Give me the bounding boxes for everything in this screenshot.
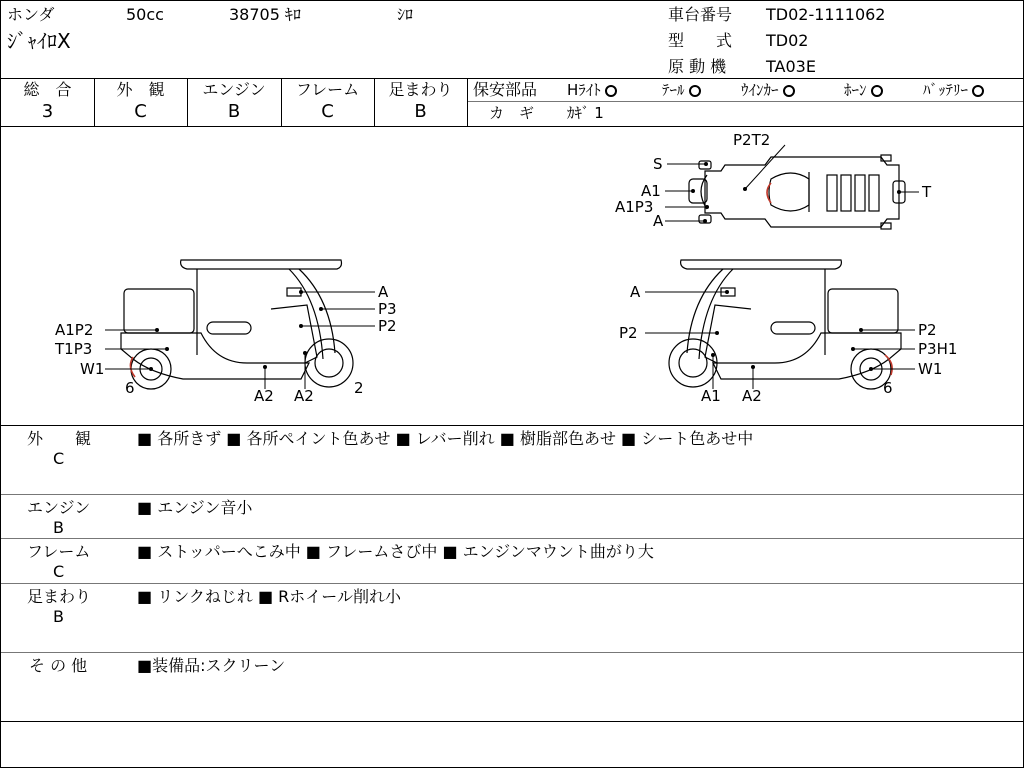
label-top: T [922,183,932,201]
left-side-scooter [121,260,353,389]
remark-text-engine: ■ エンジン音小 [137,498,253,517]
label-right: P2 [918,321,937,339]
displacement: 50cc [126,5,164,24]
remark-label-suspension: 足まわり [27,587,92,606]
label-left: P2 [378,317,397,335]
label-top: A1P3 [615,198,654,216]
label-left: P3 [378,300,397,318]
label-right: A [630,283,641,301]
remark-text-frame: ■ ストッパーへこみ中 ■ フレームさび中 ■ エンジンマウント曲がり大 [137,542,654,561]
remark-grade-suspension: B [53,607,64,626]
grade-frame-label: フレーム [295,80,360,99]
safety-horn: ﾎｰﾝ [844,83,883,98]
label-left: T1P3 [55,340,93,358]
label-right: P2 [619,324,638,342]
ok-circle-icon [689,85,701,97]
ok-circle-icon [972,85,984,97]
label-right: W1 [918,360,943,378]
label-left: 2 [354,379,364,397]
safety-taillight: ﾃｰﾙ [662,83,701,98]
remark-text-exterior: ■ 各所きず ■ 各所ペイント色あせ ■ レバー削れ ■ 樹脂部色あせ ■ シート色あせ中 [137,429,754,448]
grades-table [1,78,467,126]
maker: ホンダ [7,5,55,24]
label-right: 6 [883,379,893,397]
label-right: A1 [701,387,721,405]
safety-battery: ﾊﾞｯﾃﾘｰ [923,83,984,98]
label-left: A2 [254,387,274,405]
damage-diagram [1,127,1023,425]
safety-title: 保安部品 [473,80,538,99]
remark-label-frame: フレーム [27,542,91,561]
top-view-scooter [689,155,905,229]
grade-exterior-label: 外 観 [116,80,165,99]
type-label: 型 式 [668,31,733,50]
remark-text-suspension: ■ リンクねじれ ■ Rホイール削れ小 [137,587,401,606]
label-left: W1 [80,360,105,378]
chassis-label: 車台番号 [668,5,733,24]
remark-grade-frame: C [53,562,65,581]
key-value: ｶｷﾞ 1 [567,104,604,122]
grade-overall-label: 総 合 [23,80,72,99]
label-right: P3H1 [918,340,958,358]
grade-suspension-value: B [414,101,427,122]
grade-exterior-value: C [134,101,147,122]
right-side-scooter [669,260,901,389]
grade-suspension-label: 足まわり [388,80,453,99]
label-left: A2 [294,387,314,405]
label-right: A2 [742,387,762,405]
remark-label-other: そ の 他 [29,656,88,675]
ok-circle-icon [871,85,883,97]
safety-headlight: Hﾗｲﾄ [567,83,617,98]
label-left: A [378,283,389,301]
label-top: S [653,155,663,173]
grade-overall-value: 3 [41,101,54,122]
grade-engine-value: B [227,101,241,122]
engine-model-value: TA03E [766,57,816,76]
remark-label-engine: エンジン [27,498,91,517]
remark-text-other: ■装備品:スクリーン [137,656,286,675]
ok-circle-icon [783,85,795,97]
remark-label-exterior: 外 観 [27,429,92,448]
remark-grade-engine: B [53,518,64,537]
key-label: カ ギ [489,104,535,122]
ok-circle-icon [605,85,617,97]
mileage: 38705 ｷﾛ [229,5,301,24]
label-top: A [653,212,664,230]
body-color: ｼﾛ [397,5,414,24]
model-name: ｼﾞｬｲﾛX [7,29,71,53]
grade-frame-value: C [321,101,334,122]
engine-model-label: 原 動 機 [668,57,727,76]
label-top: A1 [641,182,661,200]
label-top: P2T2 [733,131,771,149]
grade-engine-label: エンジン [202,80,266,99]
label-left: A1P2 [55,321,94,339]
type-value: TD02 [766,31,809,50]
remark-grade-exterior: C [53,449,65,468]
chassis-number: TD02-1111062 [766,5,886,24]
label-left: 6 [125,379,135,397]
safety-winker: ｳｲﾝｶｰ [741,83,795,98]
